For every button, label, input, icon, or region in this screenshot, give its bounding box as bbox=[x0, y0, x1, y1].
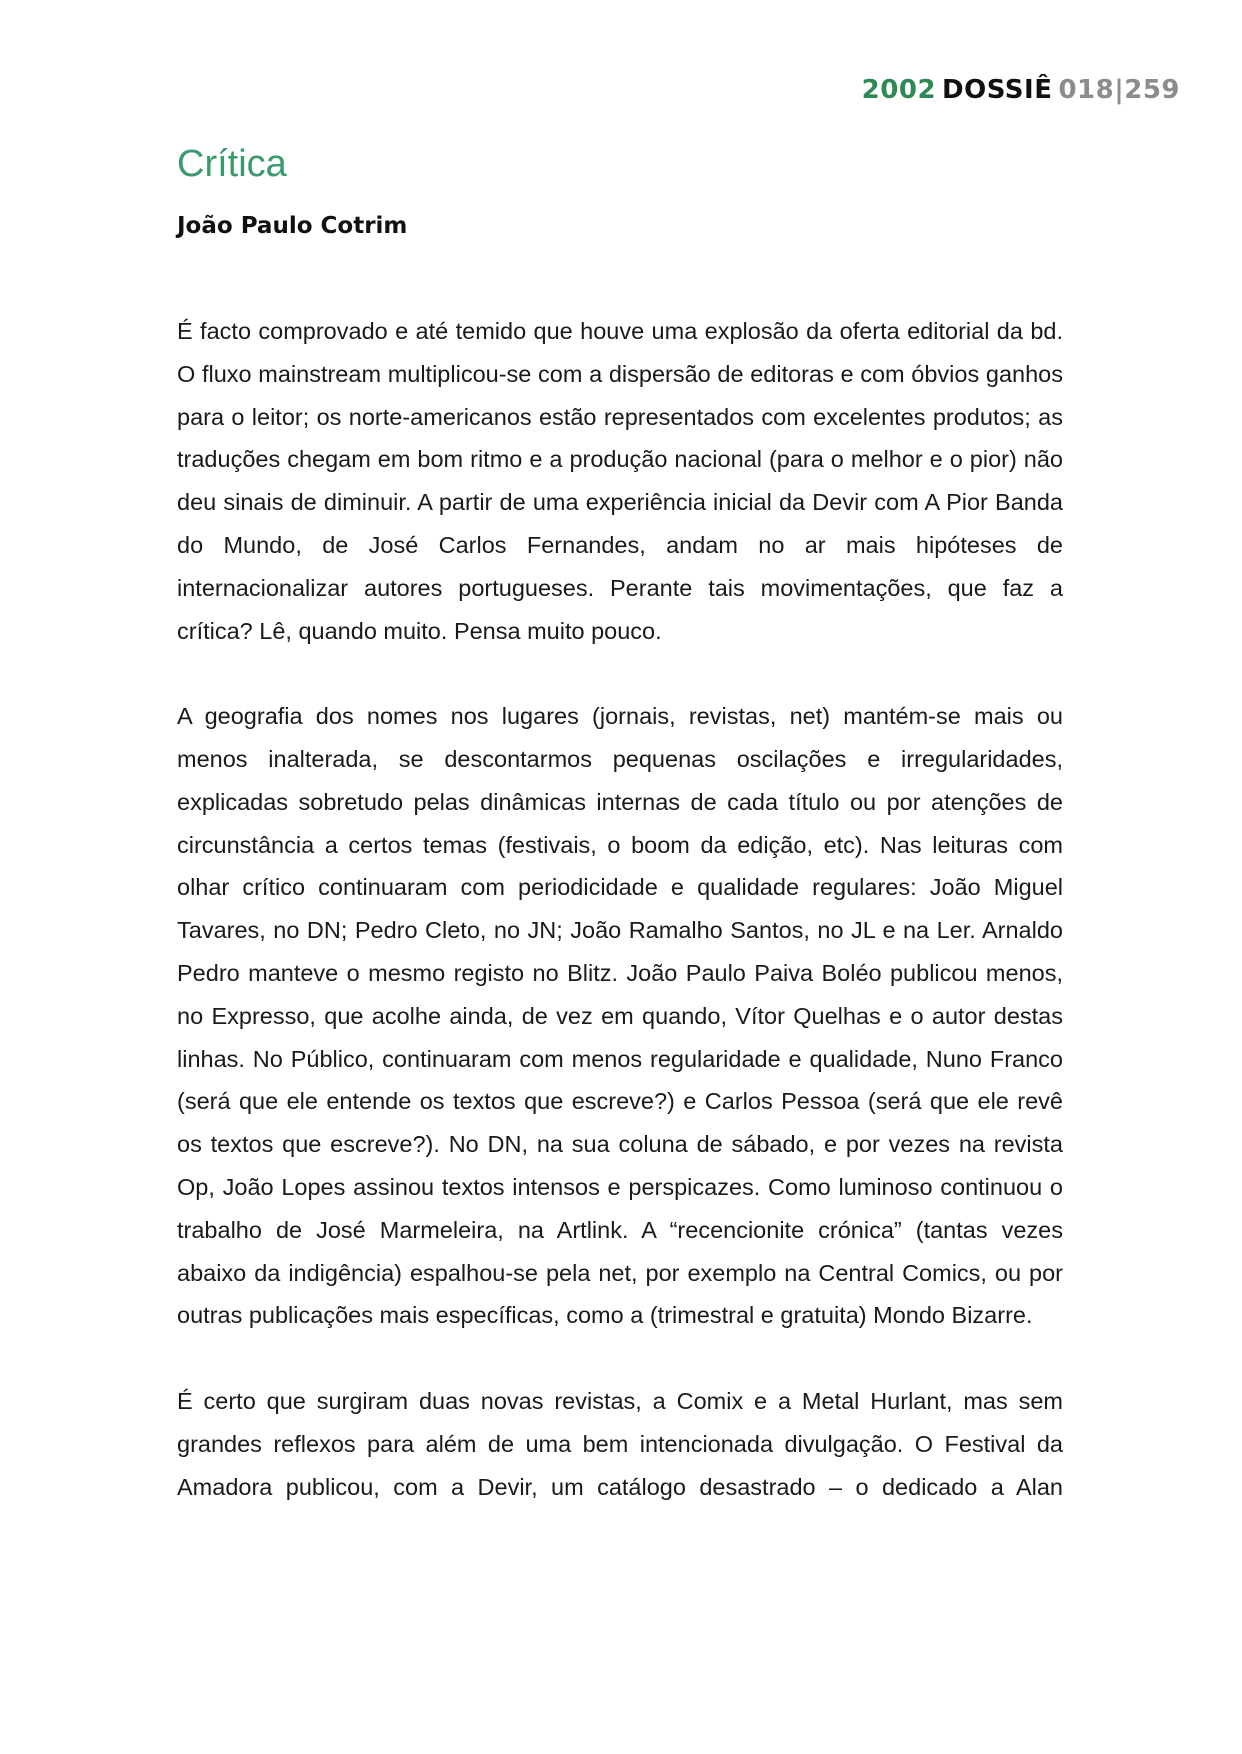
author-name: João Paulo Cotrim bbox=[177, 213, 408, 239]
body-paragraph-2: A geografia dos nomes nos lugares (jornais, revistas, net) mantém-se mais ou menos inalterada, se descontarmos pequenas oscilações e irregularidades, explicadas sobretudo pelas dinâmicas internas de cada título ou por atenções de circunstância a certos temas (festivais, o boom da edição, etc). Nas leituras com olhar crítico continuaram com periodicidade e qualidade regulares: João Miguel Tavares, no DN; Pedro Cleto, no JN; João Ramalho Santos, no JL e na Ler. Arnaldo Pedro manteve o mesmo registo no Blitz. João Paulo Paiva Boléo publicou menos, no Expresso, que acolhe ainda, de vez em quando, Vítor Quelhas e o autor destas linhas. No Público, continuaram com menos regularidade e qualidade, Nuno Franco (será que ele entende os textos que escreve?) e Carlos Pessoa (será que ele revê os textos que escreve?). No DN, na sua coluna de sábado, e por vezes na revista Op, João Lopes assinou textos intensos e perspicazes. Como luminoso continuou o trabalho de José Marmeleira, na Artlink. A “recencionite crónica” (tantas vezes abaixo da indigência) espalhou-se pela net, por exemplo na Central Comics, ou por outras publicações mais específicas, como a (trimestral e gratuita) Mondo Bizarre. bbox=[177, 703, 1063, 1329]
body-paragraph-1: É facto comprovado e até temido que houve uma explosão da oferta editorial da bd. O fluxo mainstream multiplicou-se com a dispersão de editoras e com óbvios ganhos para o leitor; os norte-americanos estão representados com excelentes produtos; as traduções chegam em bom ritmo e a produção nacional (para o melhor e o pior) não deu sinais de diminuir. A partir de uma experiência inicial da Devir com A Pior Banda do Mundo, de José Carlos Fernandes, andam no ar mais hipóteses de internacionalizar autores portugueses. Perante tais movimentações, que faz a crítica? Lê, quando muito. Pensa muito pouco. bbox=[177, 318, 1063, 644]
section-title: Crítica bbox=[177, 143, 287, 185]
header-dossie: DOSSIÊ bbox=[942, 75, 1053, 105]
header-page-ref: 018|259 bbox=[1058, 75, 1180, 105]
body-paragraph-3: É certo que surgiram duas novas revistas, a Comix e a Metal Hurlant, mas sem grandes reflexos para além de uma bem intencionada divulgação. O Festival da Amadora publicou, com a Devir, um catálogo desastrado – o dedicado a Alan bbox=[177, 1387, 1063, 1500]
article-body bbox=[177, 310, 1063, 1551]
header-year: 2002 bbox=[861, 75, 937, 105]
running-header bbox=[862, 75, 1180, 105]
